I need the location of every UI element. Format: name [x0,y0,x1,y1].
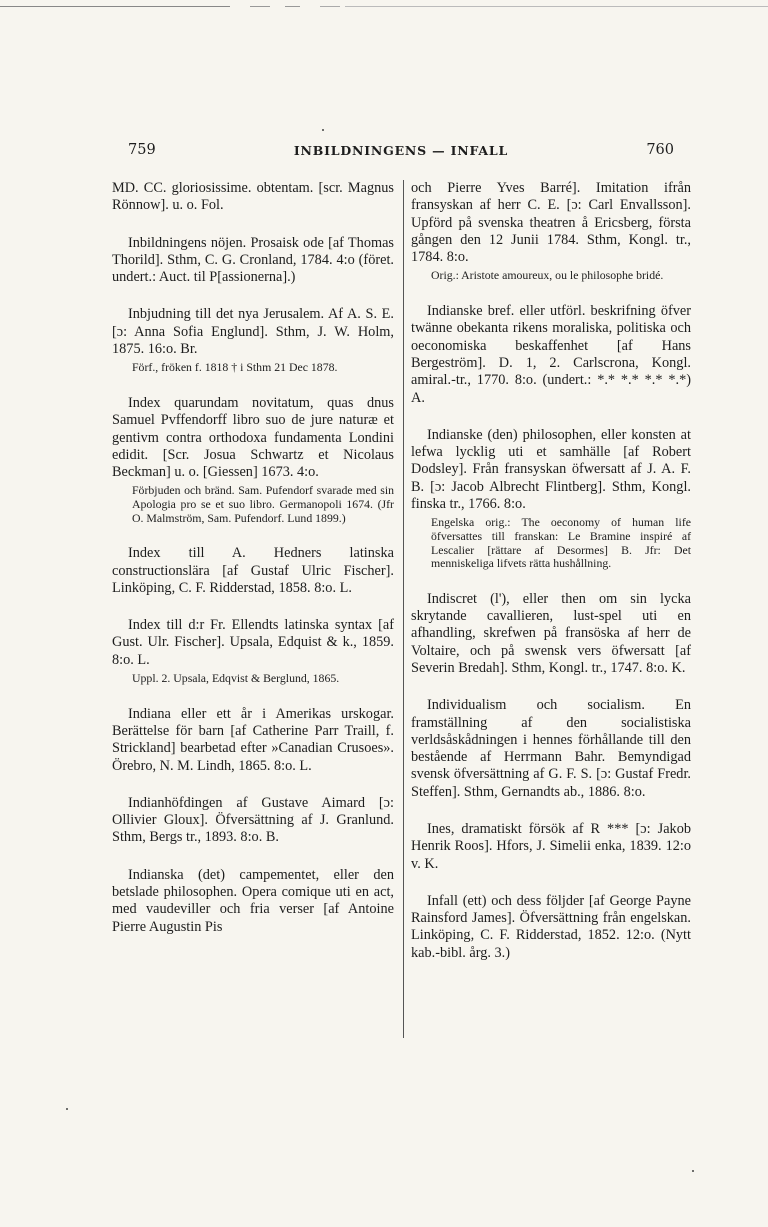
catalog-entry [112,867,394,936]
entry-text: Inbildningens nöjen. Prosaisk ode [af Thomas Thorild]. Sthm, C. G. Cronland, 1784. 4:o (föret. undert.: Auct. til P[assionerna].) [112,234,394,286]
catalog-entry [112,617,394,685]
entry-text: Indianska (det) campementet, eller den betslade philosophen. Opera comique uti en act, med vaudeviller och fria verser [af Antoine Pierre Augustin Pis [112,866,394,935]
entry-note: Orig.: Aristote amoureux, ou le philosophe bridé. [431,268,664,283]
print-speck [66,1108,68,1110]
entry-text: Individualism och socialism. En framställning af den socialistiska verldsåskådningen i hennes förhållande till den bestående af Herrmann Bahr. Bemyndigad svensk öfversättning af G. F. S. [ɔ: Gustaf Fredr. Steffen]. Sthm, Gernandts ab., 1886. 8:o. [411,697,691,800]
print-speck [692,1170,694,1172]
catalog-entry [112,395,394,525]
column-divider [403,180,404,1038]
entry-text: och Pierre Yves Barré]. Imitation ifrån fransyskan af herr C. E. [ɔ: Carl Envallsson]. Upförd på svenska theatren å Ericsberg, första gången den 12 Junii 1784. Sthm, Kongl. tr., 1784. 8:o. [411,180,691,266]
entry-text: MD. CC. gloriosissime. obtentam. [scr. Magnus Rönnow]. u. o. Fol. [112,180,394,214]
catalog-entry [411,591,691,677]
page-number-left: 759 [128,142,156,158]
entry-note: Uppl. 2. Upsala, Edqvist & Berglund, 1865. [132,671,340,686]
catalog-entry [411,821,691,873]
catalog-entry [112,180,394,215]
entry-text: Indiana eller ett år i Amerikas urskogar. Berättelse för barn [af Catherine Parr Traill, f. Strickland] bearbetad efter »Canadian Crusoes». Örebro, N. M. Lindh, 1865. 8:o. L. [112,705,394,774]
running-title: INBILDNINGENS — INFALL [293,143,509,158]
catalog-entry [112,706,394,775]
catalog-entry [112,795,394,847]
catalog-entry [411,893,691,962]
entry-text: Indianhöfdingen af Gustave Aimard [ɔ: Ollivier Gloux]. Öfversättning af J. Granlund. Sthm, Bergs tr., 1893. 8:o. B. [112,794,394,846]
entry-text: Index till d:r Fr. Ellendts latinska syntax [af Gust. Ulr. Fischer]. Upsala, Edquist & k., 1859. 8:o. L. [112,617,394,668]
entry-text: Index quarundam novitatum, quas dnus Samuel Pvffendorff libro suo de jure naturæ et gentivm contra orthodoxa fundamenta Londini edidit. [Scr. Josua Schwartz et Nicolaus Beckman] u. o. [Giessen] 1673. 4:o. [112,394,394,481]
catalog-entry [112,306,394,374]
entry-text: Ines, dramatiskt försök af R *** [ɔ: Jakob Henrik Roos]. Hfors, J. Simelii enka, 1839. 12:o v. K. [411,820,691,872]
catalog-entry [411,427,691,571]
entry-note: Förf., fröken f. 1818 † i Sthm 21 Dec 1878. [132,360,338,375]
catalog-entry [112,235,394,287]
entry-text: Indianske bref. eller utförl. beskrifning öfver twänne obekanta rikens moraliska, politiska och oeconomiska beskaffenhet [af Hans Bergeström]. D. 1, 2. Carlscrona, Kongl. amiral.-tr., 1770. 8:o. (undert.: *.* *.* *.* *.*) A. [411,303,691,406]
entry-text: Inbjudning till det nya Jerusalem. Af A. S. E. [ɔ: Anna Sofia Englund]. Sthm, J. W. Holm, 1875. 16:o. Br. [112,306,394,358]
entry-note: Engelska orig.: The oeconomy of human life öfversattes till franskan: Le Bramine inspiré af Lescalier [rättare af Desormes] B. Jfr: Det menniskeliga lifvets rätta hushållning. [431,515,691,571]
catalog-entry [411,303,691,407]
top-rule [0,6,768,7]
right-column [411,180,691,982]
entry-text: Infall (ett) och dess följder [af George Payne Rainsford James]. Öfversättning från engelskan. Linköping, C. F. Ridderstad, 1852. 12:o. (Nytt kab.-bibl. årg. 3.) [411,892,691,961]
catalog-entry [112,545,394,597]
entry-text: Indianske (den) philosophen, eller konsten at lefwa lycklig uti et samhälle [af Robert Dodsley]. Från fransyskan öfwersatt af J. A. F. B. [ɔ: Jacob Albrecht Flintberg]. Sthm, Kongl. finska tr., 1766. 8:o. [411,426,691,513]
page-header [128,142,674,162]
catalog-entry [411,697,691,801]
entry-text: Indiscret (l'), eller then om sin lycka skrytande cavallieren, lust-spel uti en afhandling, skrefwen på fransöska af herr de Voltaire, och på swensk vers öfwersatt [af Severin Bredah]. Sthm, Kongl. tr., 1747. 8:o. K. [411,590,691,676]
print-speck [322,129,324,131]
page-number-right: 760 [646,142,674,158]
catalog-entry [411,180,691,283]
left-column [112,180,394,956]
entry-note: Förbjuden och bränd. Sam. Pufendorf svarade med sin Apologia pro se et suo libro. Germanopoli 1674. (Jfr O. Malmström, Sam. Pufendorf. Lund 1899.) [132,483,394,525]
entry-text: Index till A. Hedners latinska constructionslära [af Gustaf Ulric Fischer]. Linköping, C. F. Ridderstad, 1858. 8:o. L. [112,545,394,596]
